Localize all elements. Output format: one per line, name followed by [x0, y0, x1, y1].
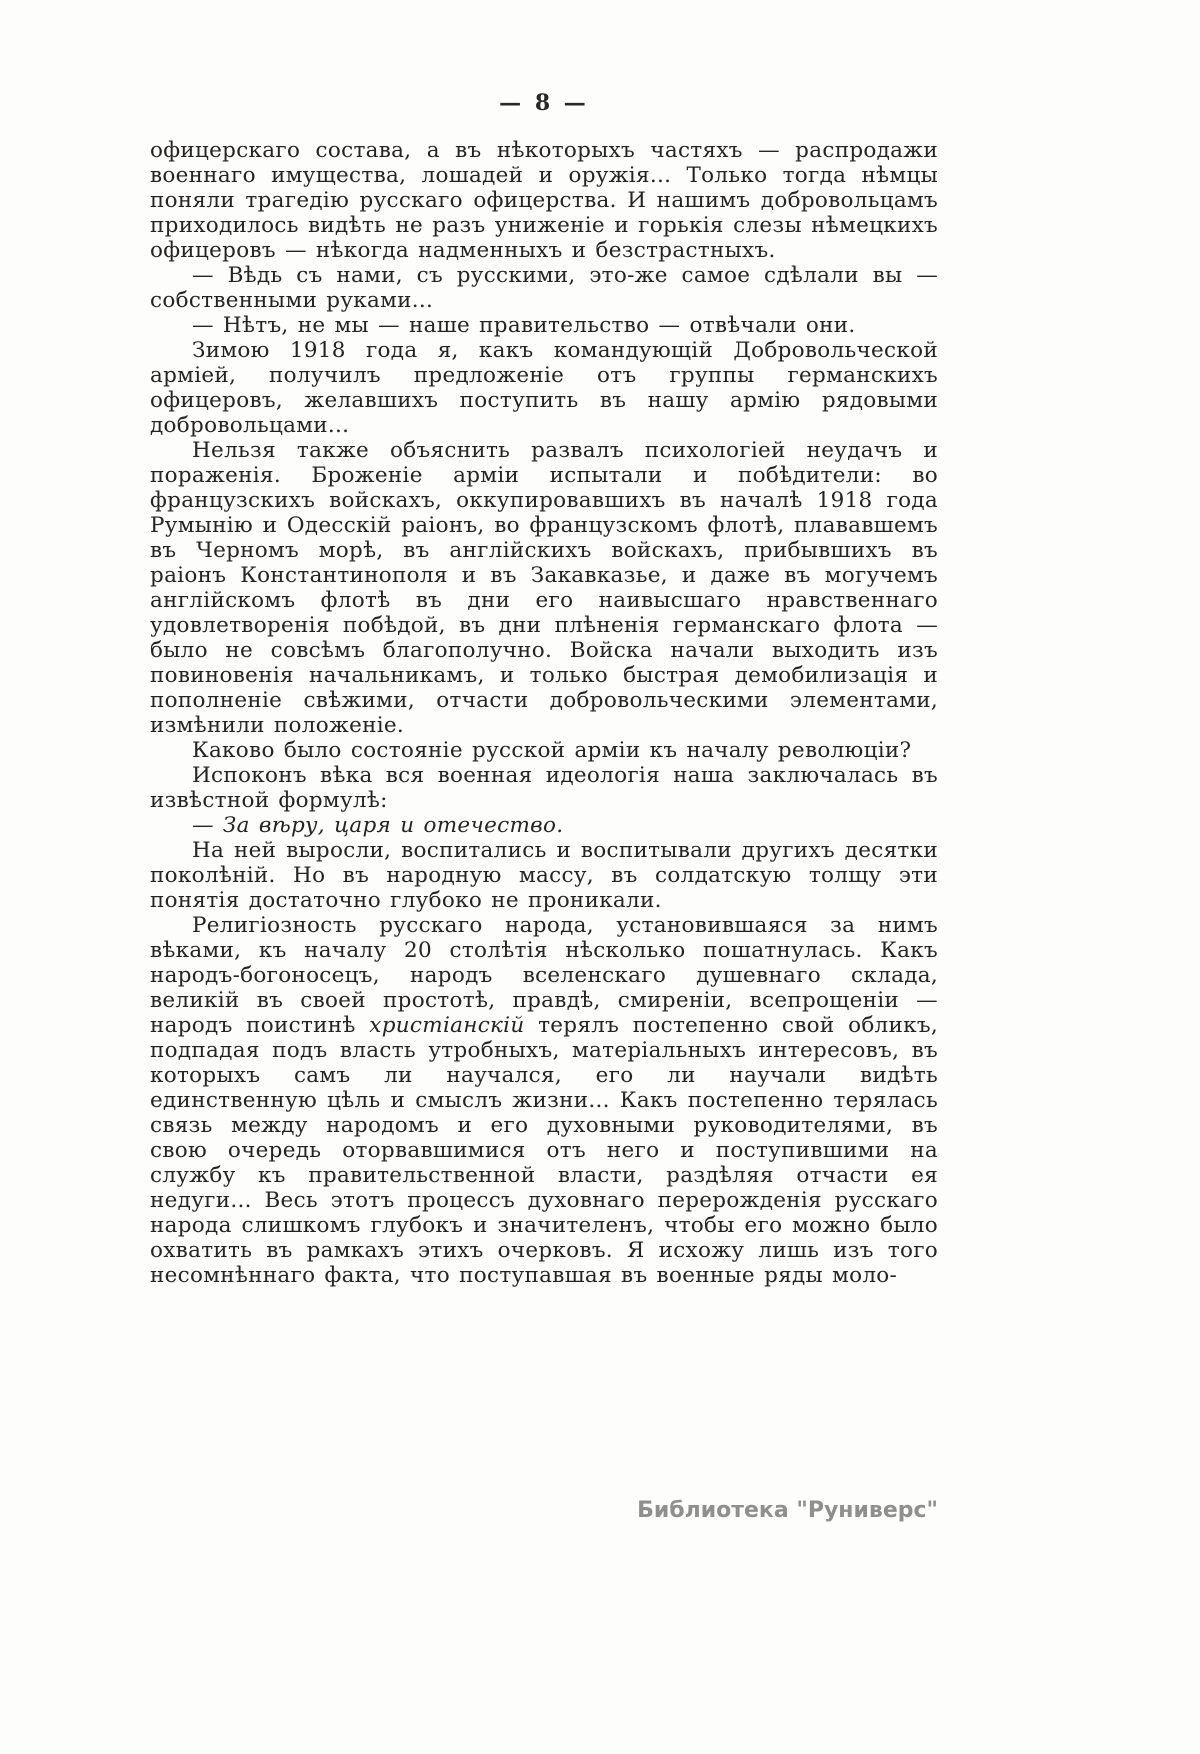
- paragraph: [150, 263, 938, 313]
- text-block: [150, 138, 938, 1288]
- paragraph-segment: Нельзя также объяснить развалъ психологіей неудачъ и пораженія. Броженіе арміи испытали и побѣдители: во французскихъ войскахъ, оккупировавшихъ въ началѣ 1918 года Румынію и Одесскій раіонъ, во французскомъ флотѣ, плававшемъ въ Черномъ морѣ, въ англійскихъ войскахъ, прибывшихъ въ раіонъ Константинополя и въ Закавказье, и даже въ могучемъ англійскомъ флотѣ въ дни его наивысшаго нравственнаго удовлетворенія побѣдой, въ дни плѣненія германскаго флота — было не совсѣмъ благополучно. Войска начали выходить изъ повиновенія начальникамъ, и только быстрая демобилизація и пополненіе свѣжими, отчасти добровольческими элементами, измѣнили положеніе.: [150, 438, 938, 738]
- paragraph-segment: офицерскаго состава, а въ нѣкоторыхъ частяхъ — распродажи военнаго имущества, лошадей и оружія... Только тогда нѣмцы поняли трагедію русскаго офицерства. И нашимъ добровольцамъ приходилось видѣть не разъ униженіе и горькія слезы нѣмецкихъ офицеровъ — нѣкогда надменныхъ и безстрастныхъ.: [150, 138, 938, 263]
- page-number: — 8 —: [499, 90, 589, 116]
- paragraph-segment: Зимою 1918 года я, какъ командующій Добровольческой арміей, получилъ предложеніе отъ группы германскихъ офицеровъ, желавшихъ поступить въ нашу армію рядовыми добровольцами...: [150, 338, 938, 438]
- paragraph: [150, 913, 938, 1288]
- paragraph-segment: Испоконъ вѣка вся военная идеологія наша заключалась въ извѣстной формулѣ:: [150, 763, 938, 813]
- paragraph: [150, 763, 938, 813]
- library-watermark: Библиотека "Руниверс": [637, 1498, 938, 1523]
- paragraph-segment-italic: христіанскій: [369, 1013, 525, 1038]
- paragraph-segment: Религіозность русскаго народа, установившаяся за нимъ вѣками, къ началу 20 столѣтія нѣсколько пошатнулась. Какъ народъ-богоносецъ, народъ вселенскаго душевнаго склада, великій въ своей простотѣ, правдѣ, смиреніи, всепрощеніи — народъ поистинѣ: [150, 913, 938, 1038]
- paragraph: [150, 838, 938, 913]
- paragraph-segment: На ней выросли, воспитались и воспитывали другихъ десятки поколѣній. Но въ народную массу, въ солдатскую толщу эти понятія достаточно глубоко не проникали.: [150, 838, 938, 913]
- paragraph-segment: — Вѣдь съ нами, съ русскими, это-же самое сдѣлали вы — собственными руками...: [150, 263, 938, 313]
- paragraph: [150, 313, 938, 338]
- paragraph: [150, 738, 938, 763]
- paragraph-segment-italic: — За вѣру, царя и отечество.: [192, 813, 564, 838]
- paragraph-segment: терялъ постепенно свой обликъ, подпадая подъ власть утробныхъ, матеріальныхъ интересовъ, въ которыхъ самъ ли научался, его ли научали видѣть единственную цѣль и смыслъ жизни... Какъ постепенно терялась связь между народомъ и его духовными руководителями, въ свою очередь оторвавшимися отъ него и поступившими на службу къ правительственной власти, раздѣляя отчасти ея недуги... Весь этотъ процессъ духовнаго перерожденія русскаго народа слишкомъ глубокъ и значителенъ, чтобы его можно было охватить въ рамкахъ этихъ очерковъ. Я исхожу лишь изъ того несомнѣннаго факта, что поступавшая въ военные ряды моло-: [150, 1013, 938, 1288]
- paragraph: [150, 438, 938, 738]
- paragraph-segment: — Нѣтъ, не мы — наше правительство — отвѣчали они.: [192, 313, 856, 338]
- paragraph: [150, 338, 938, 438]
- paragraph-segment: Каково было состояніе русской арміи къ началу революціи?: [192, 738, 912, 763]
- paragraph: [150, 813, 938, 838]
- paragraph: [150, 138, 938, 263]
